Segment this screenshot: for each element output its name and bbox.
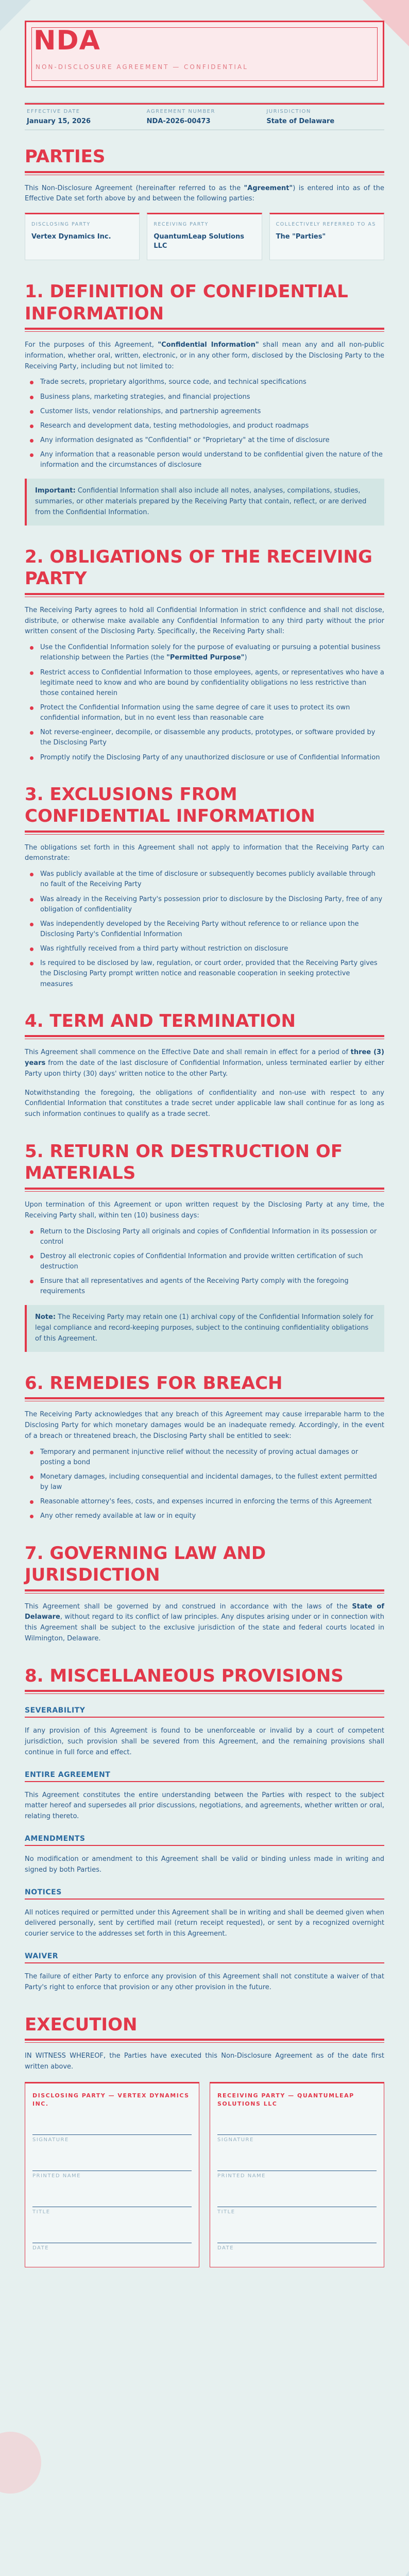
list-item: Monetary damages, including consequential and incidental damages, to the fullest extent permitted by law — [25, 1472, 384, 1493]
section-3-intro: The obligations set forth in this Agreement shall not apply to information that the Receiving Party can demonstrate: — [25, 843, 384, 862]
section-title-4: 4. TERM AND TERMINATION — [25, 1010, 296, 1031]
meta-jurisdiction: JURISDICTION State of Delaware — [264, 103, 384, 129]
printed-name-field[interactable]: PRINTED NAME — [32, 2156, 192, 2179]
list-item: Trade secrets, proprietary algorithms, source code, and technical specifications — [25, 377, 384, 387]
decor-circle-bottom-left — [0, 2432, 41, 2494]
date-field[interactable]: DATE — [32, 2228, 192, 2251]
list-item: Promptly notify the Disclosing Party of any unauthorized disclosure or use of Confidential Information — [25, 753, 384, 763]
section-2-list — [25, 642, 384, 762]
list-item: Return to the Disclosing Party all originals and copies of Confidential Information in its possession or control — [25, 1227, 384, 1247]
section-1-list — [25, 377, 384, 470]
subheading-waiver: WAIVER — [25, 1952, 59, 1960]
list-item: Was independently developed by the Receiving Party without reference to or reliance upon the Disclosing Party's Confidential Information — [25, 919, 384, 940]
list-item: Business plans, marketing strategies, and financial projections — [25, 392, 384, 402]
list-item: Protect the Confidential Information using the same degree of care it uses to protect its own confidential information, but in no event less than reasonable care — [25, 703, 384, 723]
date-field[interactable]: DATE — [217, 2228, 377, 2251]
list-item: Is required to be disclosed by law, regulation, or court order, provided that the Receiving Party gives the Disclosing Party prompt written notice and reasonable cooperation in seeking protective measures — [25, 958, 384, 989]
section-title-7: 7. GOVERNING LAW AND JURISDICTION — [25, 1543, 266, 1585]
parties-intro: This Non-Disclosure Agreement (hereinafter referred to as the "Agreement") is entered into as of the Effective Date set forth above by and between the following parties: — [25, 184, 384, 203]
section-5-callout: Note: The Receiving Party may retain one (1) archival copy of the Confidential Information solely for legal compliance and record-keeping purposes, subject to the continuing confidentiality obligations of this Agreement. — [25, 1305, 384, 1351]
list-item: Not reverse-engineer, decompile, or disassemble any products, prototypes, or software provided by the Disclosing Party — [25, 727, 384, 748]
section-7-para: This Agreement shall be governed by and construed in accordance with the laws of the State of Delaware, without regard to its conflict of law principles. Any disputes arising under or in connection with this Agreement shall be subject to the exclusive jurisdiction of the state and federal courts located in Wilmington, Delaware. — [25, 1602, 384, 1642]
section-4-para-2: Notwithstanding the foregoing, the obligations of confidentiality and non-use with respect to any Confidential Information that constitutes a trade secret under applicable law shall continue for as long as such information continues to qualify as a trade secret. — [25, 1089, 384, 1118]
section-title-2: 2. OBLIGATIONS OF THE RECEIVING PARTY — [25, 546, 372, 589]
list-item: Customer lists, vendor relationships, and partnership agreements — [25, 406, 384, 417]
list-item: Use the Confidential Information solely for the purpose of evaluating or pursuing a potential business relationship between the Parties (the "Permitted Purpose") — [25, 642, 384, 663]
subheading-amendments: AMENDMENTS — [25, 1834, 86, 1843]
section-2-intro: The Receiving Party agrees to hold all Confidential Information in strict confidence and shall not disclose, distribute, or otherwise make available any Confidential Information to any third party without the prior written consent of the Disclosing Party. Specifically, the Receiving Party shall: — [25, 606, 384, 636]
meta-effective-date: EFFECTIVE DATE January 15, 2026 — [25, 103, 145, 129]
signature-block-receiving: RECEIVING PARTY — QUANTUMLEAP SOLUTIONS LLC SIGNATURE PRINTED NAME TITLE DATE — [210, 2082, 384, 2267]
section-6-list — [25, 1447, 384, 1522]
list-item: Any information that a reasonable person would understand to be confidential given the nature of the information and the circumstances of disclosure — [25, 450, 384, 470]
list-item: Was already in the Receiving Party's possession prior to disclosure by the Disclosing Party, free of any obligation of confidentiality — [25, 894, 384, 915]
subheading-entire-agreement: ENTIRE AGREEMENT — [25, 1770, 111, 1779]
section-title-8: 8. MISCELLANEOUS PROVISIONS — [25, 1665, 344, 1686]
list-item: Restrict access to Confidential Information to those employees, agents, or representatives who have a legitimate need to know and who are bound by confidentiality obligations no less restrictive than those contained herein — [25, 668, 384, 699]
section-title-parties: PARTIES — [25, 146, 106, 167]
list-item: Temporary and permanent injunctive relief without the necessity of proving actual damages or posting a bond — [25, 1447, 384, 1468]
subheading-notices: NOTICES — [25, 1888, 62, 1896]
list-item: Destroy all electronic copies of Confidential Information and provide written certification of such destruction — [25, 1251, 384, 1272]
section-5-intro: Upon termination of this Agreement or upon written request by the Disclosing Party at any time, the Receiving Party shall, within ten (10) business days: — [25, 1200, 384, 1219]
section-title-1: 1. DEFINITION OF CONFIDENTIAL INFORMATION — [25, 281, 348, 324]
section-1-callout: Important: Confidential Information shall also include all notes, analyses, compilations, studies, summaries, or other materials prepared by the Receiving Party that contain, reflect, or are derived from the Confidential Information. — [25, 479, 384, 525]
signature-blocks — [25, 2082, 384, 2267]
agreement-meta — [25, 102, 384, 130]
section-1-intro: For the purposes of this Agreement, "Confidential Information" shall mean any and all non-public information, whether oral, written, electronic, or in any other form, disclosed by the Disclosing Party to the Receiving Party, including but not limited to: — [25, 341, 384, 370]
section-title-execution: EXECUTION — [25, 2014, 138, 2035]
document-subtitle: NON-DISCLOSURE AGREEMENT — CONFIDENTIAL — [36, 63, 248, 71]
list-item: Research and development data, testing methodologies, and product roadmaps — [25, 421, 384, 431]
section-6-intro: The Receiving Party acknowledges that any breach of this Agreement may cause irreparable harm to the Disclosing Party for which monetary damages would be an inadequate remedy. Accordingly, in the event of a breach or threatened breach, the Disclosing Party shall be entitled to seek: — [25, 1411, 384, 1440]
title-field[interactable]: TITLE — [217, 2192, 377, 2215]
document-header — [25, 21, 384, 88]
section-4-para-1: This Agreement shall commence on the Effective Date and shall remain in effect for a period of three (3) years from the date of the last disclosure of Confidential Information, unless terminated earlier by either Party upon thirty (30) days' written notice to the other Party. — [25, 1048, 385, 1078]
document-content — [25, 21, 384, 2267]
party-cards — [25, 213, 384, 260]
severability-text: If any provision of this Agreement is found to be unenforceable or invalid by a court of competent jurisdiction, such provision shall be severed from this Agreement, and the remaining provisions shall continue in full force and effect. — [25, 1727, 384, 1756]
section-3-list — [25, 869, 384, 989]
list-item: Was publicly available at the time of disclosure or subsequently becomes publicly available through no fault of the Receiving Party — [25, 869, 384, 890]
party-card-receiving: RECEIVING PARTY QuantumLeap Solutions LLC — [147, 213, 262, 260]
list-item: Was rightfully received from a third party without restriction on disclosure — [25, 944, 384, 954]
subheading-severability: SEVERABILITY — [25, 1706, 86, 1715]
list-item: Any information designated as "Confidential" or "Proprietary" at the time of disclosure — [25, 435, 384, 446]
section-title-5: 5. RETURN OR DESTRUCTION OF MATERIALS — [25, 1141, 343, 1184]
printed-name-field[interactable]: PRINTED NAME — [217, 2156, 377, 2179]
decor-triangle-bottom-right — [363, 2571, 409, 2576]
entire-agreement-text: This Agreement constitutes the entire understanding between the Parties with respect to the subject matter hereof and supersedes all prior discussions, negotiations, and agreements, whether written or oral, relating thereto. — [25, 1791, 384, 1821]
waiver-text: The failure of either Party to enforce any provision of this Agreement shall not constitute a waiver of that Party's right to enforce that provision or any other provision in the future. — [25, 1972, 384, 1991]
notices-text: All notices required or permitted under this Agreement shall be in writing and shall be deemed given when delivered personally, sent by certified mail (return receipt requested), or sent by a recognized overnight courier service to the addresses set forth in this Agreement. — [25, 1908, 384, 1938]
signature-field[interactable]: SIGNATURE — [217, 2120, 377, 2143]
section-title-6: 6. REMEDIES FOR BREACH — [25, 1372, 283, 1394]
title-field[interactable]: TITLE — [32, 2192, 192, 2215]
party-card-disclosing: DISCLOSING PARTY Vertex Dynamics Inc. — [25, 213, 140, 260]
signature-field[interactable]: SIGNATURE — [32, 2120, 192, 2143]
list-item: Any other remedy available at law or in equity — [25, 1511, 384, 1521]
list-item: Ensure that all representatives and agents of the Receiving Party comply with the foregoing requirements — [25, 1276, 384, 1297]
party-card-collective: COLLECTIVELY REFERRED TO AS The "Parties" — [269, 213, 384, 260]
signature-block-disclosing: DISCLOSING PARTY — VERTEX DYNAMICS INC. SIGNATURE PRINTED NAME TITLE DATE — [25, 2082, 199, 2267]
execution-intro: IN WITNESS WHEREOF, the Parties have executed this Non-Disclosure Agreement as of the date first written above. — [25, 2052, 384, 2071]
section-5-list — [25, 1227, 384, 1297]
amendments-text: No modification or amendment to this Agreement shall be valid or binding unless made in writing and signed by both Parties. — [25, 1855, 384, 1874]
section-title-3: 3. EXCLUSIONS FROM CONFIDENTIAL INFORMATION — [25, 784, 315, 827]
list-item: Reasonable attorney's fees, costs, and expenses incurred in enforcing the terms of this Agreement — [25, 1497, 384, 1507]
document-title: NDA — [33, 25, 100, 56]
meta-agreement-number: AGREEMENT NUMBER NDA-2026-00473 — [145, 103, 265, 129]
